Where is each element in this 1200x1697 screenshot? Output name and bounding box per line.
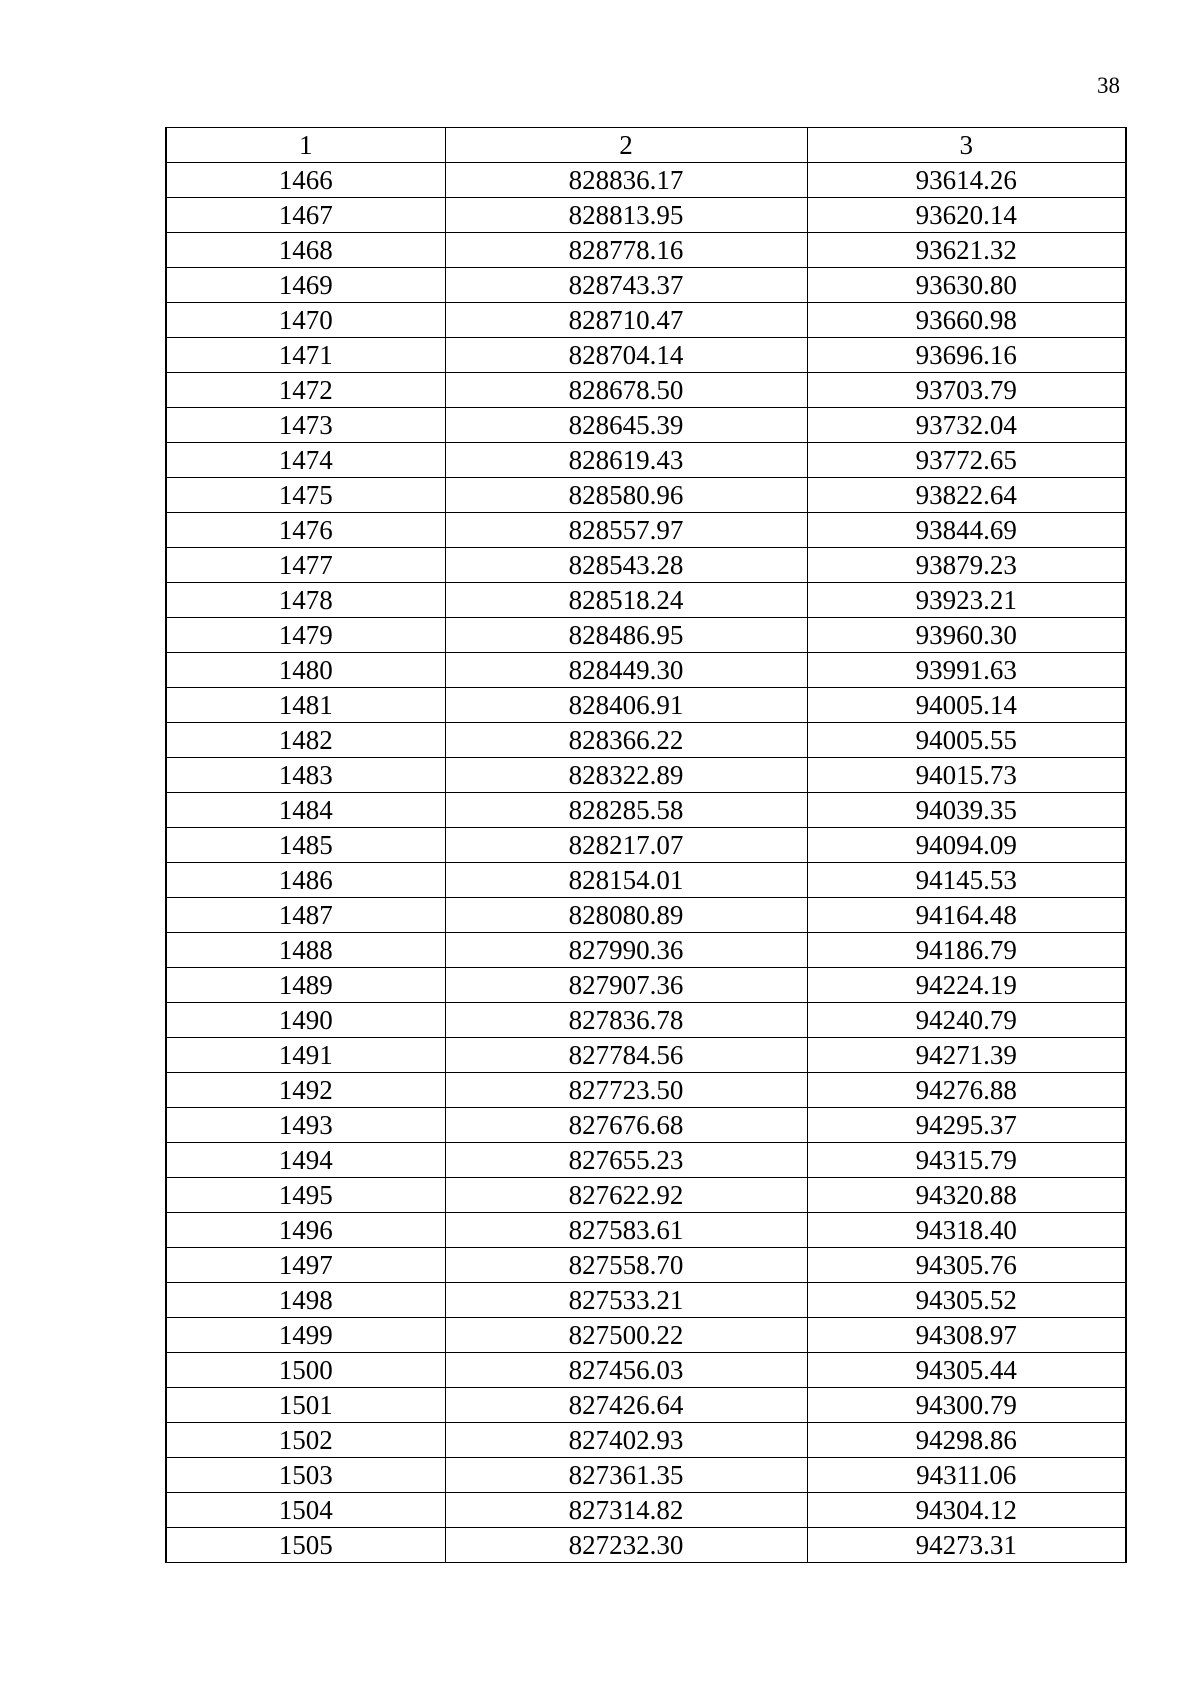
cell-y-coordinate: 94039.35 [807, 793, 1126, 828]
table-row [166, 1038, 1126, 1073]
table-row [166, 933, 1126, 968]
cell-y-coordinate: 94311.06 [807, 1458, 1126, 1493]
cell-y-coordinate: 94304.12 [807, 1493, 1126, 1528]
header-cell-x: 2 [445, 128, 807, 163]
table-row [166, 583, 1126, 618]
cell-point-number: 1487 [166, 898, 445, 933]
cell-x-coordinate: 828557.97 [445, 513, 807, 548]
cell-x-coordinate: 827622.92 [445, 1178, 807, 1213]
cell-point-number: 1497 [166, 1248, 445, 1283]
cell-y-coordinate: 94164.48 [807, 898, 1126, 933]
cell-x-coordinate: 828836.17 [445, 163, 807, 198]
cell-x-coordinate: 828154.01 [445, 863, 807, 898]
cell-y-coordinate: 94224.19 [807, 968, 1126, 1003]
cell-y-coordinate: 94015.73 [807, 758, 1126, 793]
cell-point-number: 1502 [166, 1423, 445, 1458]
cell-point-number: 1494 [166, 1143, 445, 1178]
table-row [166, 1423, 1126, 1458]
table-row [166, 303, 1126, 338]
cell-point-number: 1475 [166, 478, 445, 513]
table-row [166, 268, 1126, 303]
table-row [166, 1353, 1126, 1388]
cell-y-coordinate: 94273.31 [807, 1528, 1126, 1563]
cell-y-coordinate: 93991.63 [807, 653, 1126, 688]
cell-point-number: 1489 [166, 968, 445, 1003]
cell-y-coordinate: 93620.14 [807, 198, 1126, 233]
cell-y-coordinate: 93772.65 [807, 443, 1126, 478]
cell-y-coordinate: 93660.98 [807, 303, 1126, 338]
cell-point-number: 1477 [166, 548, 445, 583]
cell-x-coordinate: 828322.89 [445, 758, 807, 793]
cell-x-coordinate: 827558.70 [445, 1248, 807, 1283]
cell-x-coordinate: 828449.30 [445, 653, 807, 688]
cell-y-coordinate: 94276.88 [807, 1073, 1126, 1108]
cell-y-coordinate: 93630.80 [807, 268, 1126, 303]
cell-x-coordinate: 828285.58 [445, 793, 807, 828]
cell-y-coordinate: 94300.79 [807, 1388, 1126, 1423]
cell-point-number: 1493 [166, 1108, 445, 1143]
cell-point-number: 1478 [166, 583, 445, 618]
table-row [166, 1108, 1126, 1143]
table-row [166, 373, 1126, 408]
cell-y-coordinate: 93822.64 [807, 478, 1126, 513]
table-row [166, 1213, 1126, 1248]
table-row [166, 863, 1126, 898]
cell-point-number: 1496 [166, 1213, 445, 1248]
cell-x-coordinate: 828366.22 [445, 723, 807, 758]
header-row [166, 128, 1126, 163]
table-row [166, 723, 1126, 758]
cell-point-number: 1479 [166, 618, 445, 653]
table-row [166, 1003, 1126, 1038]
cell-x-coordinate: 827836.78 [445, 1003, 807, 1038]
table-row [166, 653, 1126, 688]
cell-x-coordinate: 828080.89 [445, 898, 807, 933]
cell-point-number: 1488 [166, 933, 445, 968]
cell-point-number: 1498 [166, 1283, 445, 1318]
cell-point-number: 1492 [166, 1073, 445, 1108]
page-number: 38 [1097, 73, 1120, 98]
table-row [166, 1143, 1126, 1178]
table-row [166, 1528, 1126, 1563]
cell-x-coordinate: 828406.91 [445, 688, 807, 723]
table-body [166, 163, 1126, 1563]
cell-y-coordinate: 94305.52 [807, 1283, 1126, 1318]
cell-y-coordinate: 94315.79 [807, 1143, 1126, 1178]
cell-x-coordinate: 828678.50 [445, 373, 807, 408]
header-cell-point: 1 [166, 128, 445, 163]
cell-x-coordinate: 827676.68 [445, 1108, 807, 1143]
table-row [166, 478, 1126, 513]
cell-y-coordinate: 93844.69 [807, 513, 1126, 548]
cell-y-coordinate: 94308.97 [807, 1318, 1126, 1353]
cell-y-coordinate: 93621.32 [807, 233, 1126, 268]
cell-point-number: 1481 [166, 688, 445, 723]
cell-x-coordinate: 827232.30 [445, 1528, 807, 1563]
cell-x-coordinate: 827361.35 [445, 1458, 807, 1493]
cell-x-coordinate: 827583.61 [445, 1213, 807, 1248]
cell-point-number: 1484 [166, 793, 445, 828]
header-cell-y: 3 [807, 128, 1126, 163]
cell-x-coordinate: 828813.95 [445, 198, 807, 233]
cell-x-coordinate: 827723.50 [445, 1073, 807, 1108]
cell-y-coordinate: 94318.40 [807, 1213, 1126, 1248]
cell-point-number: 1480 [166, 653, 445, 688]
table-row [166, 408, 1126, 443]
table-row [166, 688, 1126, 723]
cell-y-coordinate: 94305.76 [807, 1248, 1126, 1283]
cell-point-number: 1474 [166, 443, 445, 478]
cell-y-coordinate: 94305.44 [807, 1353, 1126, 1388]
table-row [166, 1493, 1126, 1528]
cell-point-number: 1503 [166, 1458, 445, 1493]
cell-x-coordinate: 828217.07 [445, 828, 807, 863]
cell-y-coordinate: 93696.16 [807, 338, 1126, 373]
table-row [166, 1283, 1126, 1318]
table-row [166, 1458, 1126, 1493]
cell-x-coordinate: 827655.23 [445, 1143, 807, 1178]
cell-x-coordinate: 828710.47 [445, 303, 807, 338]
cell-x-coordinate: 828543.28 [445, 548, 807, 583]
table-row [166, 1318, 1126, 1353]
cell-point-number: 1504 [166, 1493, 445, 1528]
cell-point-number: 1490 [166, 1003, 445, 1038]
table-row [166, 513, 1126, 548]
cell-y-coordinate: 94240.79 [807, 1003, 1126, 1038]
cell-x-coordinate: 827456.03 [445, 1353, 807, 1388]
cell-y-coordinate: 93923.21 [807, 583, 1126, 618]
cell-x-coordinate: 827784.56 [445, 1038, 807, 1073]
cell-y-coordinate: 93960.30 [807, 618, 1126, 653]
cell-y-coordinate: 94094.09 [807, 828, 1126, 863]
cell-point-number: 1500 [166, 1353, 445, 1388]
cell-point-number: 1472 [166, 373, 445, 408]
table-row [166, 1248, 1126, 1283]
cell-y-coordinate: 94145.53 [807, 863, 1126, 898]
cell-x-coordinate: 827402.93 [445, 1423, 807, 1458]
table-row [166, 1178, 1126, 1213]
cell-point-number: 1499 [166, 1318, 445, 1353]
table-row [166, 198, 1126, 233]
table-row [166, 793, 1126, 828]
cell-point-number: 1501 [166, 1388, 445, 1423]
cell-y-coordinate: 94005.55 [807, 723, 1126, 758]
cell-y-coordinate: 94295.37 [807, 1108, 1126, 1143]
table-row [166, 338, 1126, 373]
cell-y-coordinate: 93703.79 [807, 373, 1126, 408]
table-row [166, 898, 1126, 933]
cell-x-coordinate: 828645.39 [445, 408, 807, 443]
cell-y-coordinate: 94186.79 [807, 933, 1126, 968]
cell-point-number: 1495 [166, 1178, 445, 1213]
table-row [166, 163, 1126, 198]
cell-point-number: 1473 [166, 408, 445, 443]
cell-x-coordinate: 828743.37 [445, 268, 807, 303]
cell-x-coordinate: 828580.96 [445, 478, 807, 513]
cell-point-number: 1485 [166, 828, 445, 863]
table-row [166, 618, 1126, 653]
cell-y-coordinate: 94320.88 [807, 1178, 1126, 1213]
cell-y-coordinate: 93614.26 [807, 163, 1126, 198]
cell-x-coordinate: 828704.14 [445, 338, 807, 373]
table-row [166, 968, 1126, 1003]
cell-x-coordinate: 828778.16 [445, 233, 807, 268]
table-row [166, 443, 1126, 478]
table-row [166, 1388, 1126, 1423]
cell-point-number: 1467 [166, 198, 445, 233]
cell-y-coordinate: 93879.23 [807, 548, 1126, 583]
cell-point-number: 1482 [166, 723, 445, 758]
cell-x-coordinate: 827500.22 [445, 1318, 807, 1353]
table-row [166, 758, 1126, 793]
cell-point-number: 1505 [166, 1528, 445, 1563]
table-row [166, 828, 1126, 863]
cell-x-coordinate: 827533.21 [445, 1283, 807, 1318]
table-row [166, 548, 1126, 583]
table-header [166, 128, 1126, 163]
coordinates-table [165, 127, 1127, 1563]
cell-point-number: 1468 [166, 233, 445, 268]
cell-x-coordinate: 827426.64 [445, 1388, 807, 1423]
cell-point-number: 1466 [166, 163, 445, 198]
cell-y-coordinate: 94005.14 [807, 688, 1126, 723]
cell-point-number: 1486 [166, 863, 445, 898]
cell-point-number: 1470 [166, 303, 445, 338]
cell-point-number: 1471 [166, 338, 445, 373]
cell-x-coordinate: 828518.24 [445, 583, 807, 618]
table-row [166, 1073, 1126, 1108]
cell-y-coordinate: 94298.86 [807, 1423, 1126, 1458]
cell-x-coordinate: 827907.36 [445, 968, 807, 1003]
cell-y-coordinate: 94271.39 [807, 1038, 1126, 1073]
cell-x-coordinate: 828619.43 [445, 443, 807, 478]
cell-x-coordinate: 827314.82 [445, 1493, 807, 1528]
cell-point-number: 1476 [166, 513, 445, 548]
cell-point-number: 1469 [166, 268, 445, 303]
cell-x-coordinate: 827990.36 [445, 933, 807, 968]
table-row [166, 233, 1126, 268]
cell-point-number: 1491 [166, 1038, 445, 1073]
cell-point-number: 1483 [166, 758, 445, 793]
cell-y-coordinate: 93732.04 [807, 408, 1126, 443]
cell-x-coordinate: 828486.95 [445, 618, 807, 653]
